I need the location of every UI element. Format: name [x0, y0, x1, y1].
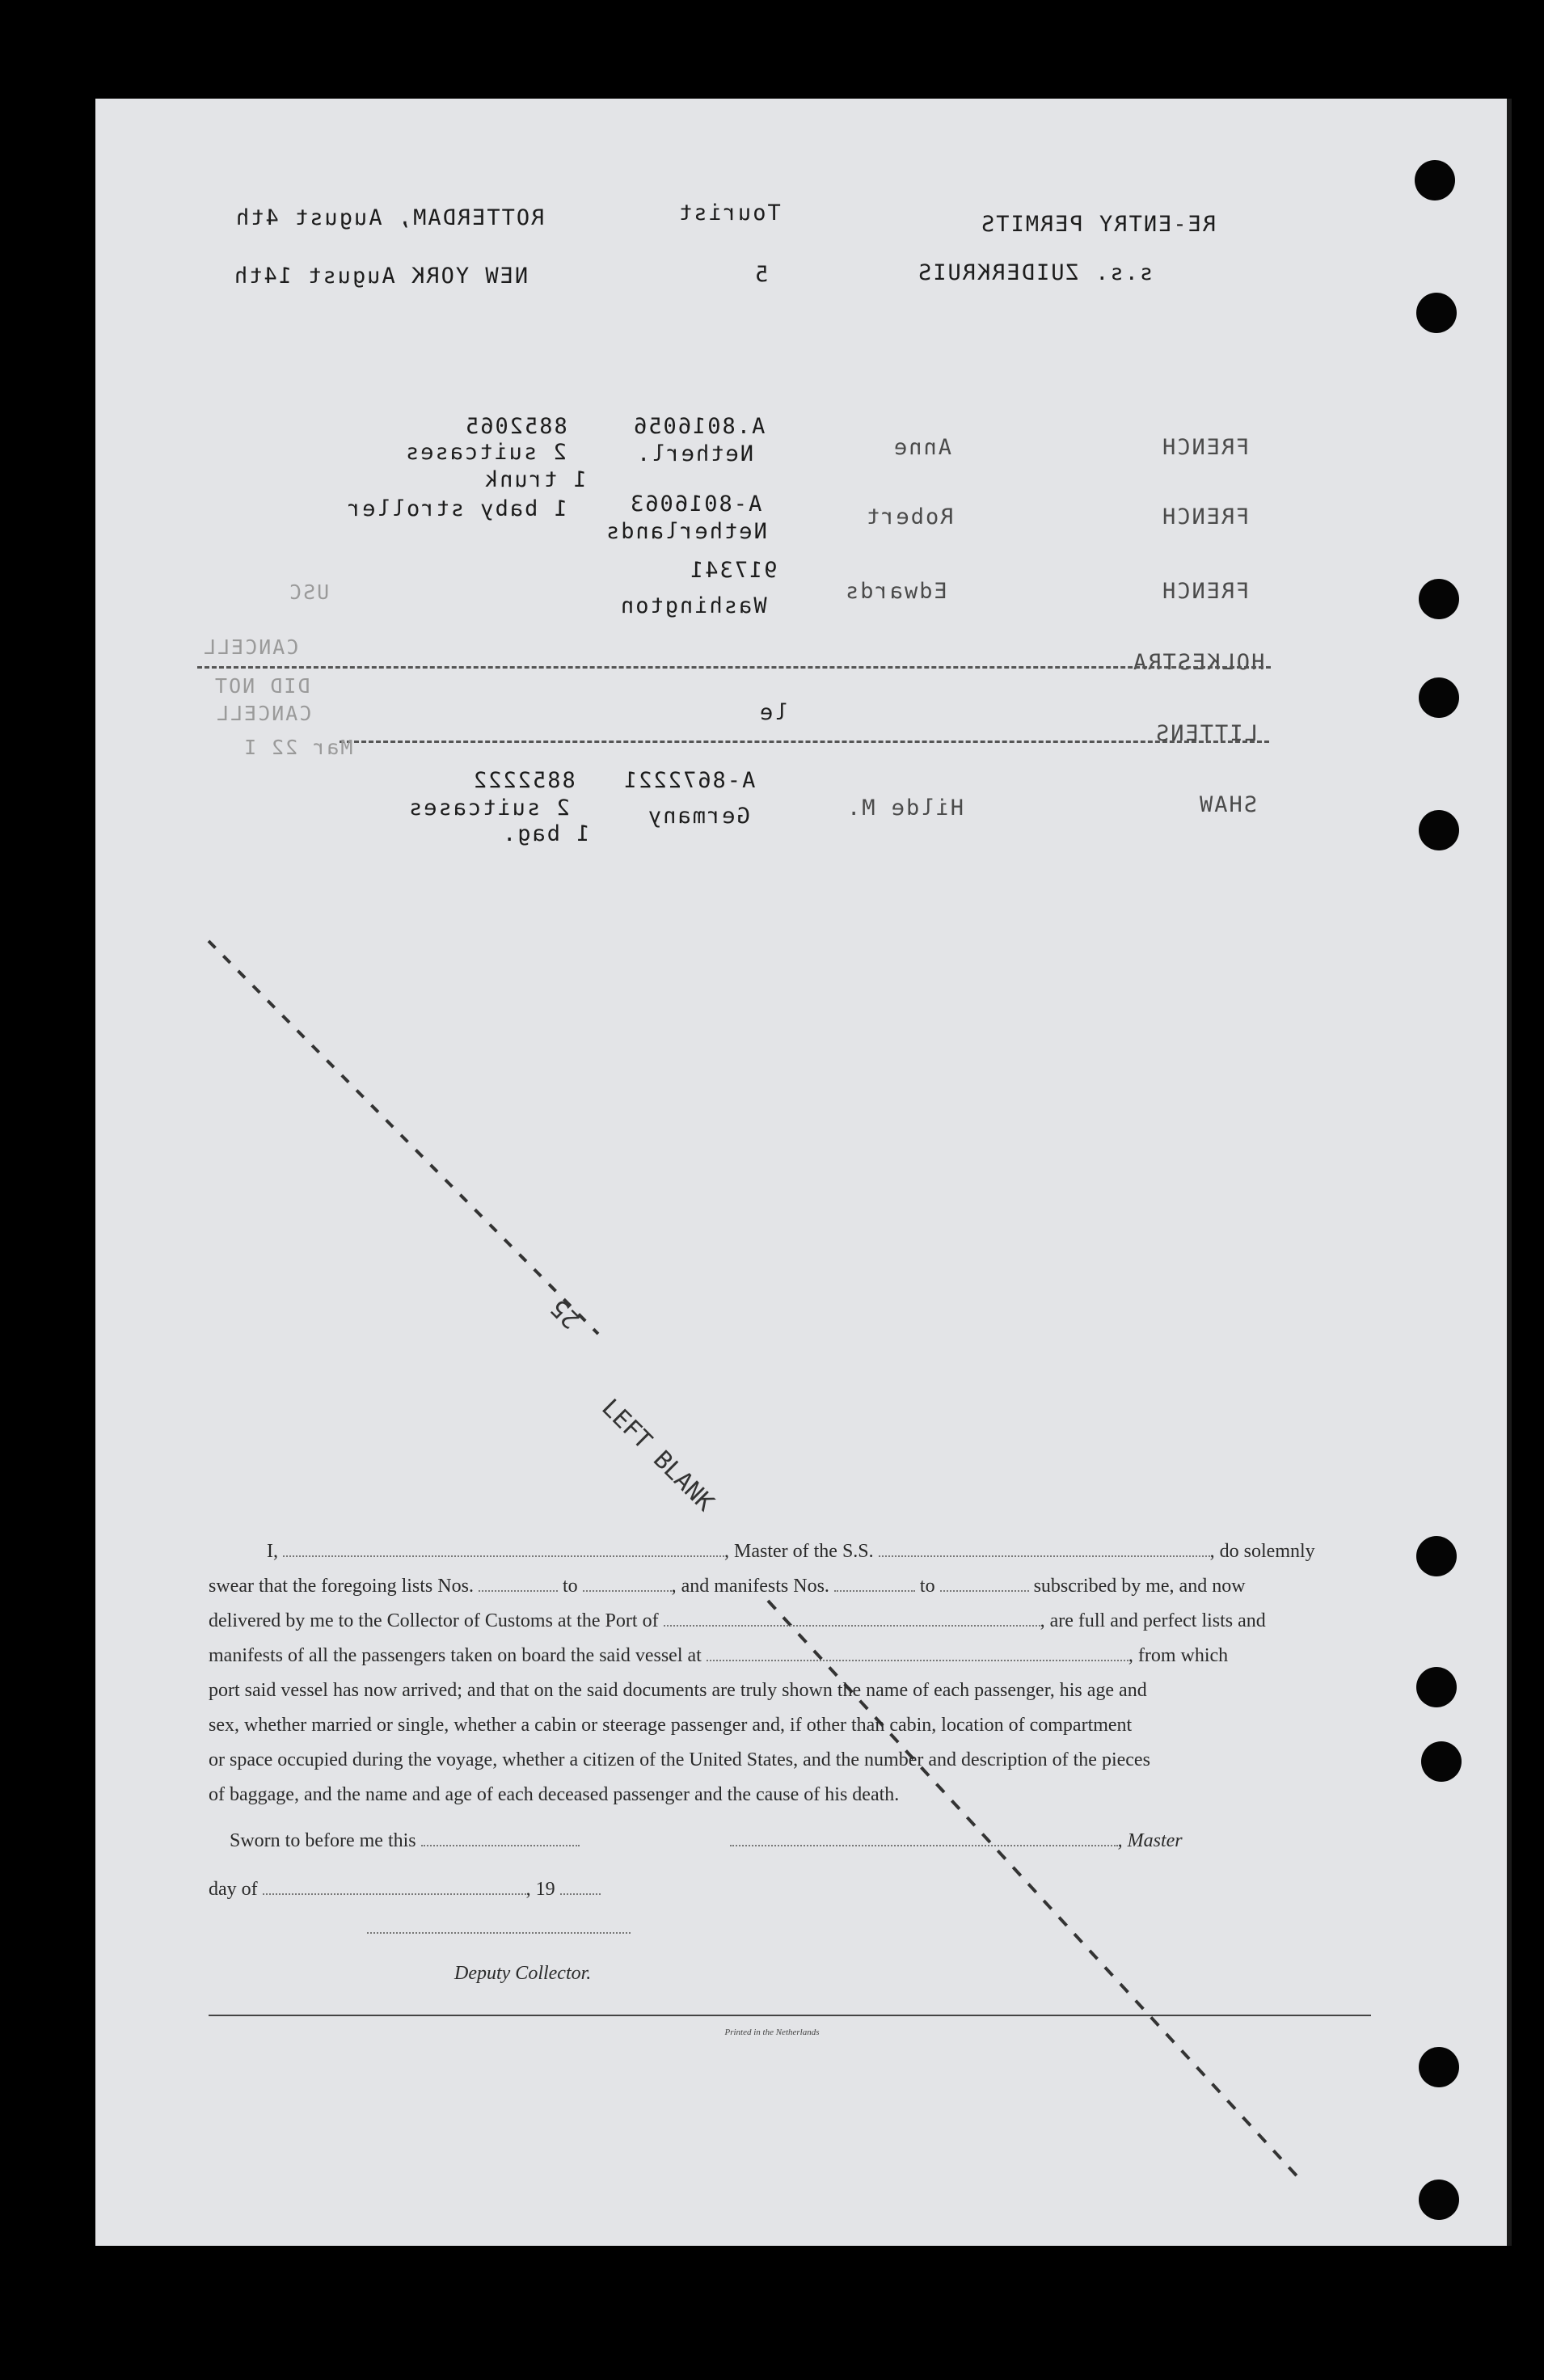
- ship-name-field[interactable]: [879, 1541, 1210, 1557]
- margin-note: USC: [288, 580, 330, 604]
- declaration-line-4: manifests of all the passengers taken on board the said vessel at , from which: [209, 1645, 1229, 1666]
- passenger-surname: FRENCH: [1161, 579, 1250, 604]
- passenger-surname: HOLKESTRA: [1132, 650, 1265, 675]
- master-signature-field[interactable]: [730, 1830, 1118, 1846]
- header-vessel: s.s. ZUIDERKRUIS: [917, 260, 1154, 285]
- passenger-surname: FRENCH: [1161, 435, 1250, 460]
- passenger-nationality: Netherlands: [605, 519, 767, 544]
- day-of-line: day of , 19: [209, 1879, 1371, 1901]
- year-field[interactable]: [560, 1879, 601, 1895]
- declaration-line-5: port said vessel has now arrived; and that on the said documents are truly shown the name of each passenger, his age and: [209, 1680, 1147, 1701]
- margin-note: Mar 22 I: [243, 736, 353, 759]
- passenger-baggage-no: 8852222: [472, 768, 576, 793]
- passenger-given: Anne: [892, 435, 952, 460]
- footer-rule: [209, 2015, 1371, 2016]
- header-port: ROTTERDAM, August 4th: [234, 205, 545, 230]
- sworn-date-field[interactable]: [421, 1830, 580, 1846]
- stamp-left-blank: LEFT BLANK: [596, 1394, 719, 1517]
- master-name-field[interactable]: [283, 1541, 724, 1557]
- passenger-baggage: 1 bag.: [501, 821, 590, 846]
- collector-signature-field[interactable]: [367, 1918, 631, 1934]
- passenger-doc: A.8016056: [632, 414, 766, 439]
- lists-from-field[interactable]: [479, 1576, 558, 1592]
- printed-in-label: Printed in the Netherlands: [724, 2028, 820, 2037]
- passenger-doc: le: [758, 700, 788, 725]
- declaration-line-2: swear that the foregoing lists Nos. to , and manifests Nos. to subscribed by me, and now: [209, 1576, 1246, 1597]
- declaration-line-8: of baggage, and the name and age of each deceased passenger and the cause of his death.: [209, 1784, 900, 1805]
- passenger-given: Robert: [865, 504, 954, 530]
- passenger-baggage: 2 suitcases: [404, 440, 567, 465]
- passenger-surname: SHAW: [1198, 792, 1258, 817]
- lists-to-field[interactable]: [583, 1576, 672, 1592]
- passenger-surname: LITTENS: [1154, 721, 1258, 746]
- passenger-doc: 917341: [689, 558, 778, 583]
- collector-signature-line: [209, 1918, 1371, 1939]
- header-arrival: NEW YORK August 14th: [233, 264, 529, 289]
- stamp-number: 25: [545, 1293, 586, 1334]
- day-of-field[interactable]: [263, 1879, 526, 1895]
- passenger-given: Hilde M.: [846, 795, 964, 821]
- header-class: Tourist: [677, 200, 781, 226]
- deputy-collector-label: Deputy Collector.: [454, 1963, 592, 1984]
- declaration-line-3: delivered by me to the Collector of Customs at the Port of , are full and perfect lists and: [209, 1610, 1266, 1631]
- header-list-no: 5: [753, 262, 769, 287]
- embark-port-field[interactable]: [707, 1645, 1128, 1661]
- manifests-from-field[interactable]: [834, 1576, 915, 1592]
- passenger-baggage: 1 trunk: [483, 467, 587, 492]
- passenger-nationality: Netherl.: [635, 441, 754, 466]
- port-field[interactable]: [664, 1610, 1040, 1627]
- passenger-baggage-no: 8852065: [464, 414, 567, 439]
- passenger-given: Edwards: [844, 579, 947, 604]
- declaration-line-7: or space occupied during the voyage, whether a citizen of the United States, and the number and description of the pieces: [209, 1749, 1150, 1770]
- manifests-to-field[interactable]: [940, 1576, 1029, 1592]
- margin-note: CANCELL: [215, 702, 312, 725]
- margin-note: CANCELL: [202, 635, 299, 659]
- declaration-line-6: sex, whether married or single, whether a cabin or steerage passenger and, if other than cabin, location of compartment: [209, 1715, 1133, 1736]
- declaration-line-1: I, , Master of the S.S. , do solemnly: [267, 1541, 1315, 1562]
- passenger-nationality: Washington: [619, 593, 767, 618]
- passenger-baggage: 1 baby stroller: [346, 496, 567, 521]
- passenger-baggage: 2 suitcases: [407, 795, 570, 821]
- sworn-line: Sworn to before me this , Master: [230, 1830, 1183, 1851]
- passenger-doc: A-8016063: [629, 492, 762, 517]
- passenger-nationality: Germany: [647, 804, 750, 829]
- margin-note: DID NOT: [213, 674, 310, 698]
- passenger-surname: FRENCH: [1161, 504, 1250, 530]
- header-list-type: RE-ENTRY PERMITS: [980, 212, 1217, 237]
- passenger-doc: A-8672221: [622, 768, 756, 793]
